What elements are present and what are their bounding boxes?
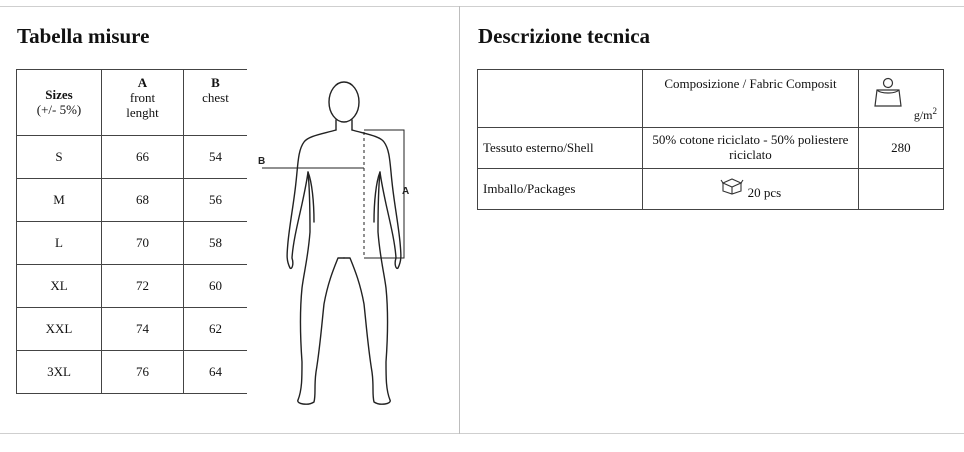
size-cell: XXL — [17, 308, 102, 351]
packages-label: Imballo/Packages — [478, 169, 643, 210]
chest-cell: 64 — [184, 351, 248, 394]
header-chest: B chest — [184, 70, 248, 136]
table-row — [17, 136, 248, 179]
table-row — [17, 179, 248, 222]
chest-cell: 58 — [184, 222, 248, 265]
weight-icon — [873, 76, 903, 110]
body-outline-icon — [252, 72, 422, 412]
size-cell: M — [17, 179, 102, 222]
shell-label: Tessuto esterno/Shell — [478, 128, 643, 169]
header-front-length: A front lenght — [102, 70, 184, 136]
header-sizes: Sizes (+/- 5%) — [17, 70, 102, 136]
label-a: A — [402, 186, 410, 197]
empty-cell — [858, 169, 943, 210]
label-b: B — [258, 156, 266, 167]
table-row — [478, 128, 944, 169]
table-row — [17, 222, 248, 265]
size-table — [16, 69, 247, 394]
bottom-rule — [0, 433, 964, 434]
size-cell: 3XL — [17, 351, 102, 394]
packages-cell — [643, 169, 859, 210]
front-length-cell: 76 — [102, 351, 184, 394]
tech-table — [477, 69, 944, 210]
top-rule — [0, 6, 964, 7]
size-cell: L — [17, 222, 102, 265]
table-row — [17, 351, 248, 394]
front-length-cell: 74 — [102, 308, 184, 351]
size-cell: XL — [17, 265, 102, 308]
chest-cell: 56 — [184, 179, 248, 222]
chest-cell: 60 — [184, 265, 248, 308]
shell-weight: 280 — [858, 128, 943, 169]
front-length-cell: 68 — [102, 179, 184, 222]
table-row — [478, 169, 944, 210]
size-table-title: Tabella misure — [17, 24, 150, 48]
packages-value: 20 pcs — [747, 185, 782, 201]
chest-cell: 54 — [184, 136, 248, 179]
front-length-cell: 70 — [102, 222, 184, 265]
front-length-cell: 66 — [102, 136, 184, 179]
shell-composition: 50% cotone riciclato - 50% poliestere riciclato — [643, 128, 859, 169]
weight-header — [858, 70, 943, 128]
column-divider — [459, 6, 460, 434]
front-length-cell: 72 — [102, 265, 184, 308]
table-row — [17, 308, 248, 351]
chest-cell: 62 — [184, 308, 248, 351]
box-icon — [720, 177, 744, 195]
empty-cell — [478, 70, 643, 128]
size-cell: S — [17, 136, 102, 179]
table-row — [17, 265, 248, 308]
size-table-header — [17, 70, 248, 136]
composition-header: Composizione / Fabric Composit — [643, 70, 859, 128]
tech-header-row — [478, 70, 944, 128]
tech-description-title: Descrizione tecnica — [478, 24, 651, 48]
weight-unit: $g/m^2$ — [913, 106, 937, 123]
